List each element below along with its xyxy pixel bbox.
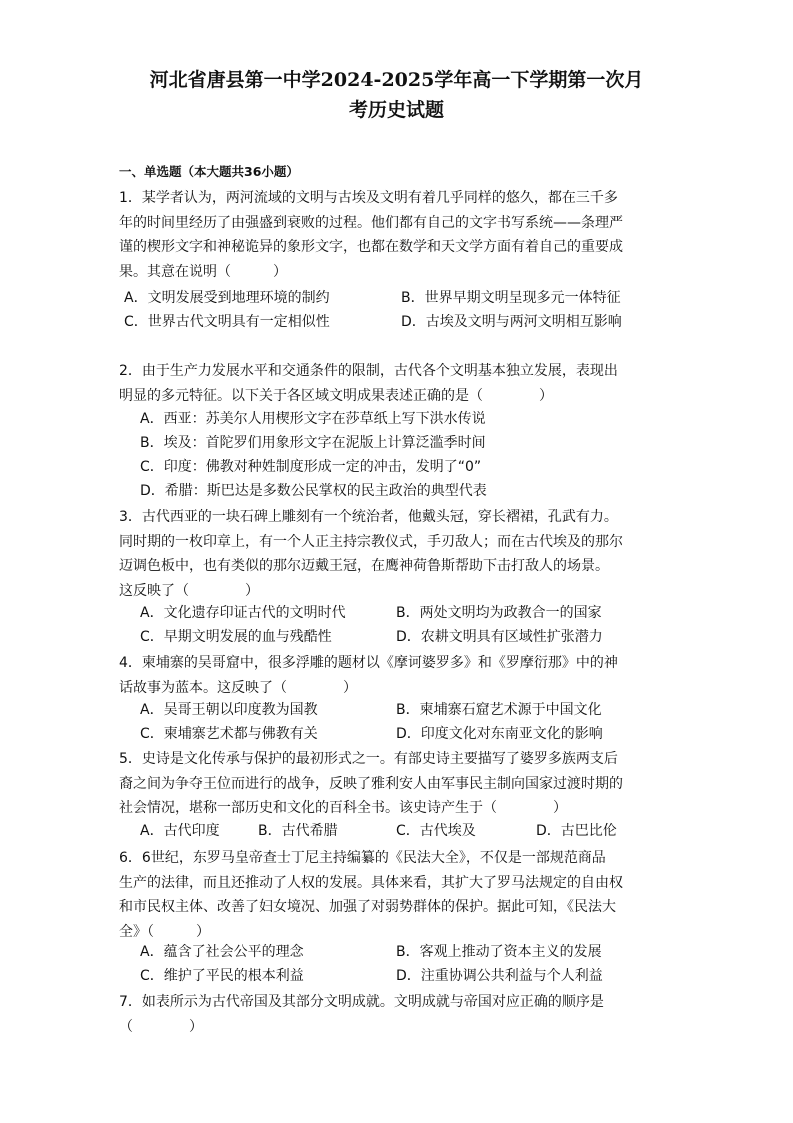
q5-option-d[interactable]: D．古巴比伦 — [536, 823, 617, 839]
stem-line: 这反映了（ ） — [119, 582, 259, 599]
question-1-stem — [119, 186, 667, 284]
stem-line: 同时期的一枚印章上，有一个人正主持宗教仪式，手刃敌人；而在古代埃及的那尔 — [119, 533, 623, 550]
q5-option-b[interactable]: B．古代希腊 — [258, 823, 338, 839]
q6-option-c[interactable]: C．维护了平民的根本利益 — [140, 968, 304, 984]
q6-option-a[interactable]: A．蕴含了社会公平的理念 — [140, 944, 304, 960]
stem-line: 话故事为蓝本。这反映了（ ） — [119, 679, 357, 696]
question-7-stem — [119, 990, 667, 1039]
q3-option-c[interactable]: C．早期文明发展的血与残酷性 — [140, 629, 332, 645]
q4-option-d[interactable]: D．印度文化对东南亚文化的影响 — [396, 726, 603, 742]
q1-option-a[interactable]: A．文明发展受到地理环境的制约 — [124, 290, 330, 306]
stem-line: 2．由于生产力发展水平和交通条件的限制，古代各个文明基本独立发展，表现出 — [119, 363, 618, 379]
stem-line: 年的时间里经历了由强盛到衰败的过程。他们都有自己的文字书写系统——条理严 — [119, 214, 623, 231]
q3-option-a[interactable]: A．文化遗存印证古代的文明时代 — [140, 605, 346, 621]
q2-option-d[interactable]: D．希腊：斯巴达是多数公民掌权的民主政治的典型代表 — [140, 483, 487, 499]
stem-line: 社会情况，堪称一部历史和文化的百科全书。该史诗产生于（ ） — [119, 800, 567, 816]
stem-line: （ ） — [119, 1018, 203, 1035]
q6-option-d[interactable]: D．注重协调公共利益与个人利益 — [396, 968, 603, 984]
stem-line: 3．古代西亚的一块石碑上雕刻有一个统治者，他戴头冠，穿长褶裙，孔武有力。 — [119, 509, 618, 525]
stem-line: 和市民权主体、改善了妇女境况、加强了对弱势群体的保护。据此可知，《民法大 — [119, 899, 616, 915]
q5-option-c[interactable]: C．古代埃及 — [396, 823, 476, 839]
page-title — [110, 65, 683, 125]
stem-line: 谨的楔形文字和神秘诡异的象形文字，也都在数学和天文学方面有着自己的重要成 — [119, 239, 623, 255]
question-6-stem — [119, 846, 667, 944]
q2-option-a[interactable]: A．西亚：苏美尔人用楔形文字在莎草纸上写下洪水传说 — [140, 411, 486, 427]
q3-option-d[interactable]: D．农耕文明具有区域性扩张潜力 — [396, 629, 603, 645]
stem-line: 果。其意在说明（ ） — [119, 263, 287, 280]
title-line-1: 河北省唐县第一中学2024-2025学年高一下学期第一次月 — [149, 69, 644, 91]
q3-option-b[interactable]: B．两处文明均为政教合一的国家 — [396, 605, 602, 621]
section-heading: 一、单选题（本大题共36小题） — [119, 164, 299, 179]
stem-line: 迈调色板中，也有类似的那尔迈戴王冠，在鹰神荷鲁斯帮助下击打敌人的场景。 — [119, 558, 609, 574]
stem-line: 1．某学者认为，两河流域的文明与古埃及文明有着几乎同样的悠久，都在三千多 — [119, 190, 618, 206]
stem-line: 5．史诗是文化传承与保护的最初形式之一。有部史诗主要描写了婆罗多族两支后 — [119, 751, 618, 767]
stem-line: 7．如表所示为古代帝国及其部分文明成就。文明成就与帝国对应正确的顺序是 — [119, 994, 604, 1010]
q1-option-d[interactable]: D．古埃及文明与两河文明相互影响 — [401, 314, 622, 330]
question-5-stem — [119, 747, 667, 821]
stem-line: 4．柬埔寨的吴哥窟中，很多浮雕的题材以《摩诃婆罗多》和《罗摩衍那》中的神 — [119, 655, 618, 671]
stem-line: 裔之间为争夺王位而进行的战争，反映了雅利安人由军事民主制向国家过渡时期的 — [119, 775, 623, 792]
q4-option-a[interactable]: A．吴哥王朝以印度教为国教 — [140, 702, 318, 718]
stem-line: 生产的法律，而且还推动了人权的发展。具体来看，其扩大了罗马法规定的自由权 — [119, 874, 623, 891]
q6-option-b[interactable]: B．客观上推动了资本主义的发展 — [396, 944, 602, 960]
stem-line: 全》（ ） — [119, 923, 210, 940]
q2-option-b[interactable]: B．埃及：首陀罗们用象形文字在泥版上计算泛滥季时间 — [140, 435, 486, 451]
q4-option-c[interactable]: C．柬埔寨艺术都与佛教有关 — [140, 726, 318, 742]
stem-line: 6．6世纪，东罗马皇帝查士丁尼主持编纂的《民法大全》，不仅是一部规范商品 — [119, 850, 606, 866]
q1-option-c[interactable]: C．世界古代文明具有一定相似性 — [124, 314, 330, 330]
title-line-2: 考历史试题 — [348, 99, 444, 121]
question-3-stem — [119, 505, 667, 603]
q5-option-a[interactable]: A．古代印度 — [140, 823, 220, 839]
q4-option-b[interactable]: B．柬埔寨石窟艺术源于中国文化 — [396, 702, 602, 718]
q1-option-b[interactable]: B．世界早期文明呈现多元一体特征 — [401, 290, 621, 306]
stem-line: 明显的多元特征。以下关于各区域文明成果表述正确的是（ ） — [119, 387, 553, 404]
question-2-stem — [119, 359, 667, 408]
q2-option-c[interactable]: C．印度：佛教对种姓制度形成一定的冲击，发明了“0” — [140, 459, 482, 475]
question-4-stem — [119, 651, 667, 700]
